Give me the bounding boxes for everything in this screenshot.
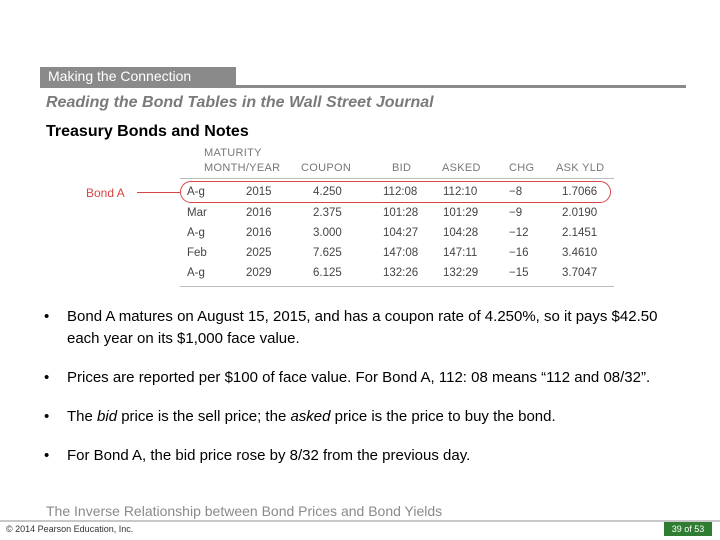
cell-year: 2016	[246, 227, 272, 239]
cell-month: A‐g	[187, 186, 205, 198]
header-asked: ASKED	[442, 162, 481, 174]
section-tab: Making the Connection	[40, 67, 236, 85]
cell-bid: 132:26	[383, 267, 419, 279]
bond-a-label: Bond A	[86, 186, 125, 200]
copyright: © 2014 Pearson Education, Inc.	[6, 524, 134, 534]
bullet-text: Bond A matures on August 15, 2015, and has a coupon rate of 4.250%, so it pays $42.50 each year on its $1,000 face value.	[67, 308, 658, 347]
bullet-item	[44, 306, 694, 350]
header-divider	[40, 85, 686, 88]
cell-bid: 101:28	[383, 207, 419, 219]
bullet-text-mid: price is the sell price; the	[117, 408, 291, 425]
cell-coupon: 6.125	[313, 267, 342, 279]
cell-year: 2015	[246, 186, 272, 198]
cell-chg: −9	[509, 207, 523, 219]
cell-chg: −15	[509, 267, 529, 279]
cell-chg: −16	[509, 247, 529, 259]
header-coupon: COUPON	[301, 162, 352, 174]
cell-yield: 3.4610	[562, 247, 598, 259]
cell-coupon: 2.375	[313, 207, 342, 219]
bond-a-pointer	[137, 192, 180, 193]
cell-month: Feb	[187, 247, 207, 259]
cell-bid: 147:08	[383, 247, 419, 259]
cell-bid: 104:27	[383, 227, 419, 239]
bullet-item	[44, 445, 694, 467]
cell-year: 2025	[246, 247, 272, 259]
cell-bid: 112:08	[383, 186, 418, 198]
table-header-rule	[180, 178, 614, 179]
cell-asked: 132:29	[443, 267, 479, 279]
bullet-dot: •	[44, 408, 50, 425]
bullet-dot: •	[44, 308, 50, 325]
bullet-text-pre: The	[67, 408, 98, 425]
page-number: 39 of 53	[664, 522, 712, 536]
cell-yield: 3.7047	[562, 267, 598, 279]
cell-asked: 112:10	[443, 186, 478, 198]
cell-yield: 2.1451	[562, 227, 598, 239]
bullet-text: For Bond A, the bid price rose by 8/32 from the previous day.	[67, 447, 471, 464]
cell-asked: 104:28	[443, 227, 479, 239]
cell-asked: 101:29	[443, 207, 479, 219]
cell-coupon: 4.250	[313, 186, 342, 198]
bullet-item	[44, 406, 694, 428]
cell-year: 2016	[246, 207, 272, 219]
bullet-em-bid: bid	[97, 408, 118, 425]
cell-coupon: 7.625	[313, 247, 342, 259]
bullet-text-post: price is the price to buy the bond.	[330, 408, 556, 425]
header-chg: CHG	[509, 162, 535, 174]
header-ask-yld: ASK YLD	[556, 162, 605, 174]
bullet-dot: •	[44, 369, 50, 386]
cell-month: Mar	[187, 207, 207, 219]
footer-divider	[0, 520, 720, 522]
header-bid: BID	[392, 162, 412, 174]
bullet-em-asked: asked	[290, 408, 331, 425]
cell-month: A‐g	[187, 227, 205, 239]
bullet-dot: •	[44, 447, 50, 464]
header-maturity-line2: MONTH/YEAR	[204, 162, 281, 174]
cell-coupon: 3.000	[313, 227, 342, 239]
cell-yield: 2.0190	[562, 207, 598, 219]
cell-yield: 1.7066	[562, 186, 598, 198]
header-maturity-line1: MATURITY	[204, 147, 262, 159]
cell-chg: −8	[509, 186, 523, 198]
cell-chg: −12	[509, 227, 529, 239]
bullet-item	[44, 367, 694, 389]
cell-month: A‐g	[187, 267, 205, 279]
next-section-title: The Inverse Relationship between Bond Prices and Bond Yields	[46, 503, 443, 519]
cell-asked: 147:11	[443, 247, 478, 259]
slide-subtitle: Reading the Bond Tables in the Wall Street Journal	[46, 94, 434, 111]
table-bottom-rule	[180, 286, 614, 287]
bond-a-highlight	[180, 181, 611, 203]
bullet-list	[44, 306, 694, 484]
table-section-title: Treasury Bonds and Notes	[46, 123, 249, 140]
cell-year: 2029	[246, 267, 272, 279]
bullet-text: Prices are reported per $100 of face value. For Bond A, 112: 08 means “112 and 08/32”.	[67, 369, 651, 386]
